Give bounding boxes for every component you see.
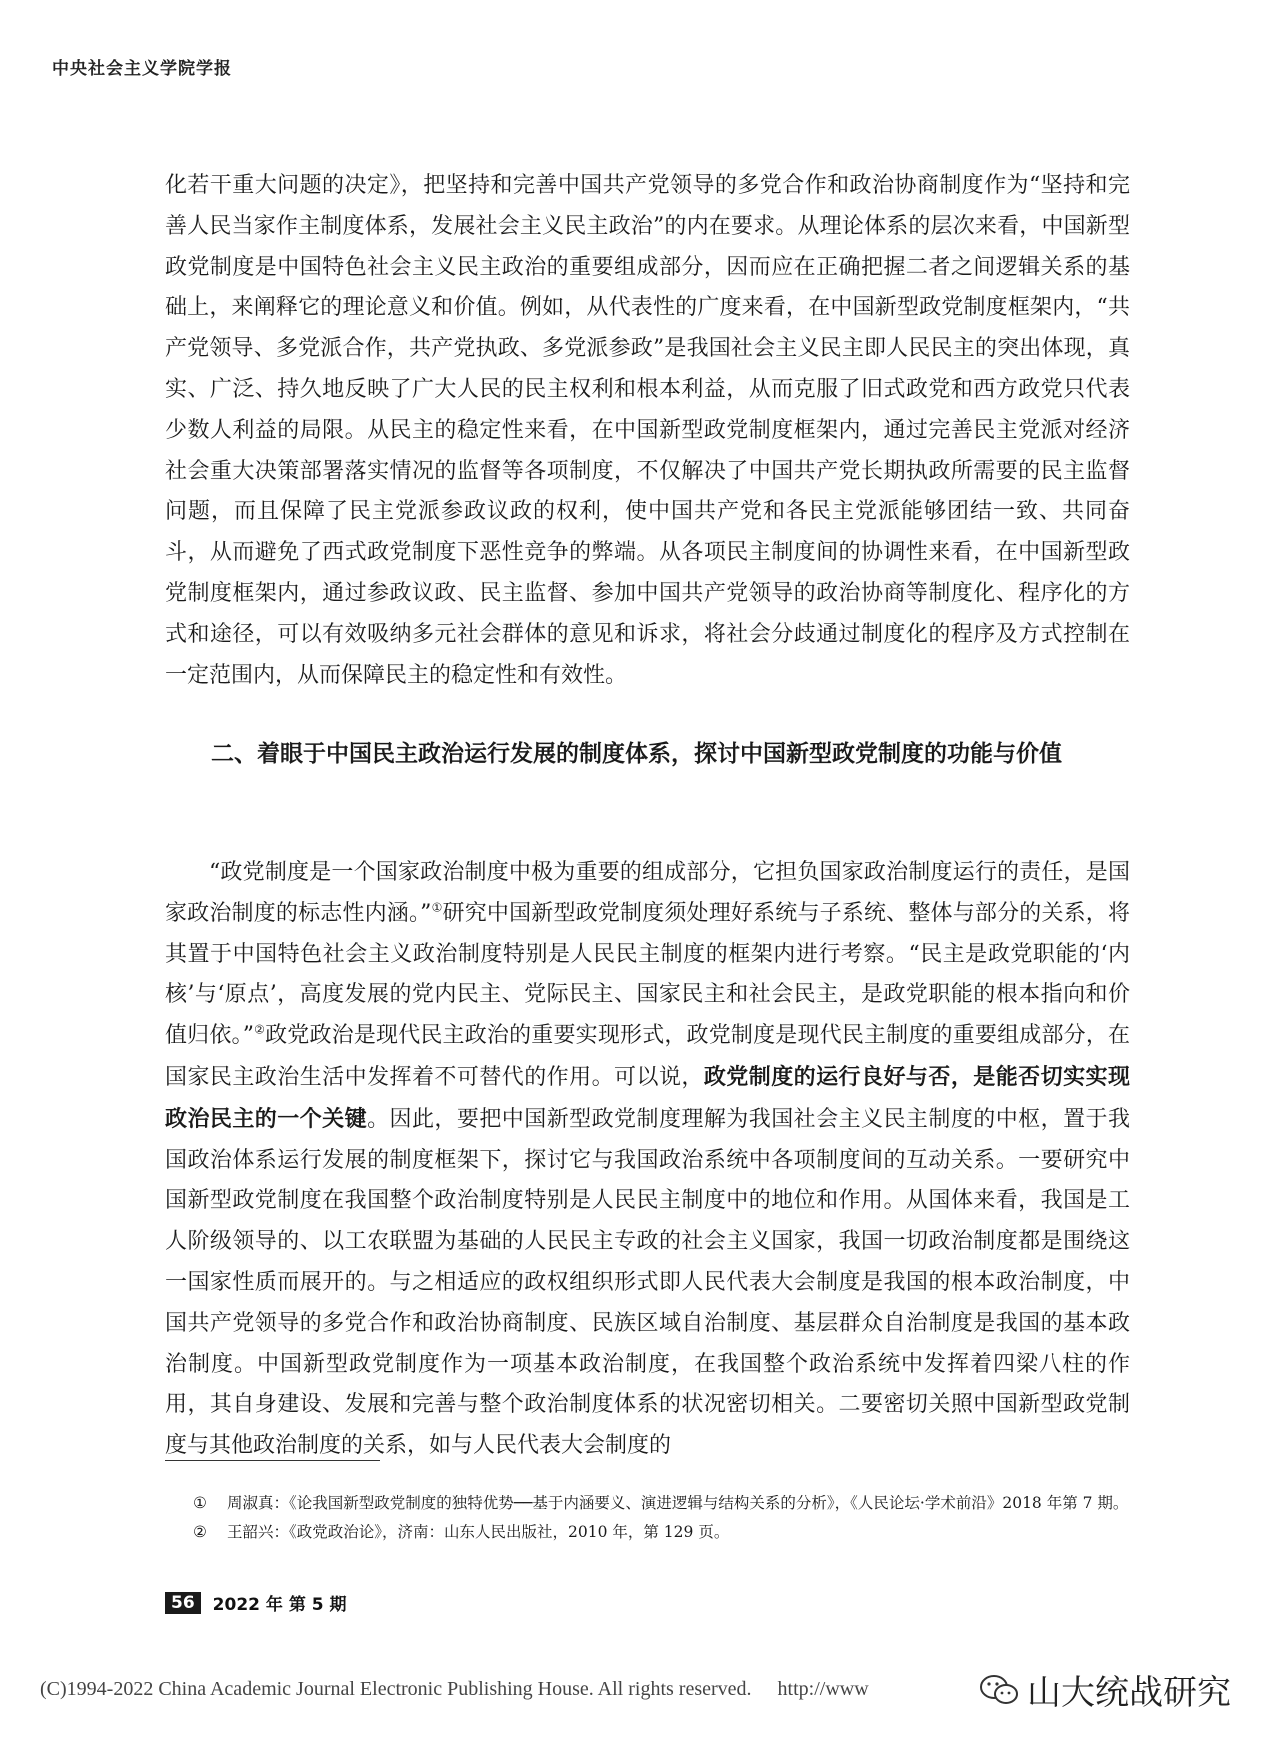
copyright-line bbox=[40, 1678, 869, 1701]
footnote-text: 周淑真：《论我国新型政党制度的独特优势──基于内涵要义、演进逻辑与结构关系的分析》，《人民论坛·学术前沿》2018 年第 7 期。 bbox=[227, 1494, 1129, 1512]
watermark bbox=[975, 1665, 1235, 1714]
journal-name: 中央社会主义学院学报 bbox=[52, 59, 232, 79]
footnote-1 bbox=[165, 1490, 1130, 1517]
watermark-text: 山大统战研究 bbox=[1027, 1673, 1231, 1713]
body-paragraph-2 bbox=[165, 853, 1130, 1467]
emphasized-text: 政党制度的运行良好与否，是能否切实实现政治民主的一个关键 bbox=[165, 1063, 1130, 1132]
footnote-ref-1[interactable]: ① bbox=[431, 900, 443, 915]
footnotes bbox=[165, 1490, 1130, 1548]
section-heading: 二、着眼于中国民主政治运行发展的制度体系，探讨中国新型政党制度的功能与价值 bbox=[211, 741, 1062, 767]
paragraph-text-segment: 。因此，要把中国新型政党制度理解为我国社会主义民主制度的中枢，置于我国政治体系运行发展的制度框架下，探讨它与我国政治系统中各项制度间的互动关系。一要研究中国新型政党制度在我国整个政治制度特别是人民民主制度中的地位和作用。从国体来看，我国是工人阶级领导的、以工农联盟为基础的人民民主专政的社会主义国家，我国一切政治制度都是围绕这一国家性质而展开的。与之相适应的政权组织形式即人民代表大会制度是我国的根本政治制度，中国共产党领导的多党合作和政治协商制度、民族区域自治制度、基层群众自治制度是我国的基本政治制度。中国新型政党制度作为一项基本政治制度，在我国整个政治系统中发挥着四梁八柱的作用，其自身建设、发展和完善与整个政治制度体系的状况密切相关。二要密切关照中国新型政党制度与其他政治制度的关系，如与人民代表大会制度的 bbox=[165, 1106, 1130, 1459]
paragraph-text bbox=[165, 853, 1130, 1467]
footnote-ref-2[interactable]: ② bbox=[253, 1022, 266, 1037]
paragraph-text: 化若干重大问题的决定》，把坚持和完善中国共产党领导的多党合作和政治协商制度作为“坚持和完善人民当家作主制度体系，发展社会主义民主政治”的内在要求。从理论体系的层次来看，中国新型政党制度是中国特色社会主义民主政治的重要组成部分，因而应在正确把握二者之间逻辑关系的基础上，来阐释它的理论意义和价值。例如，从代表性的广度来看，在中国新型政党制度框架内，“共产党领导、多党派合作，共产党执政、多党派参政”是我国社会主义民主即人民民主的突出体现，真实、广泛、持久地反映了广大人民的民主权利和根本利益，从而克服了旧式政党和西方政党只代表少数人利益的局限。从民主的稳定性来看，在中国新型政党制度框架内，通过完善民主党派对经济社会重大决策部署落实情况的监督等各项制度，不仅解决了中国共产党长期执政所需要的民主监督问题，而且保障了民主党派参政议政的权利，使中国共产党和各民主党派能够团结一致、共同奋斗，从而避免了西式政党制度下恶性竞争的弊端。从各项民主制度间的协调性来看，在中国新型政党制度框架内，通过参政议政、民主监督、参加中国共产党领导的政治协商等制度化、程序化的方式和途径，可以有效吸纳多元社会群体的意见和诉求，将社会分歧通过制度化的程序及方式控制在一定范围内，从而保障民主的稳定性和有效性。 bbox=[165, 173, 1130, 688]
footnote-text: 王韶兴：《政党政治论》，济南：山东人民出版社，2010 年，第 129 页。 bbox=[227, 1523, 730, 1541]
issue-label: 2022 年 第 5 期 bbox=[212, 1595, 347, 1615]
quote-text: “政党制度是一个国家政治制度中极为重要的组成部分，它担负国家政治制度运行的责任，是国家政治制度的标志性内涵。” bbox=[165, 860, 1130, 926]
page-footer bbox=[165, 1590, 347, 1615]
copyright-url[interactable]: http://www bbox=[777, 1678, 869, 1700]
copyright-text: (C)1994-2022 China Academic Journal Electronic Publishing House. All rights reserved. bbox=[40, 1678, 752, 1700]
paragraph-text-segment: 政党政治是现代民主政治的重要实现形式，政党制度是现代民主制度的重要组成部分，在国家民主政治生活中发挥着不可替代的作用。可以说， bbox=[165, 1023, 1130, 1090]
body-paragraph-1 bbox=[165, 166, 1130, 696]
footnote-divider bbox=[165, 1460, 380, 1461]
wechat-icon bbox=[979, 1673, 1019, 1707]
footnote-mark: ② bbox=[193, 1523, 207, 1541]
page-number: 56 bbox=[165, 1592, 201, 1614]
paragraph-text-segment: 研究中国新型政党制度须处理好系统与子系统、整体与部分的关系，将其置于中国特色社会主义政治制度特别是人民民主制度的框架内进行考察。“民主是政党职能的‘内核’与‘原点’，高度发展的党内民主、党际民主、国家民主和社会民主，是政党职能的根本指向和价值归依。” bbox=[165, 900, 1130, 1049]
footnote-2 bbox=[165, 1519, 1130, 1546]
footnote-mark: ① bbox=[193, 1494, 207, 1512]
